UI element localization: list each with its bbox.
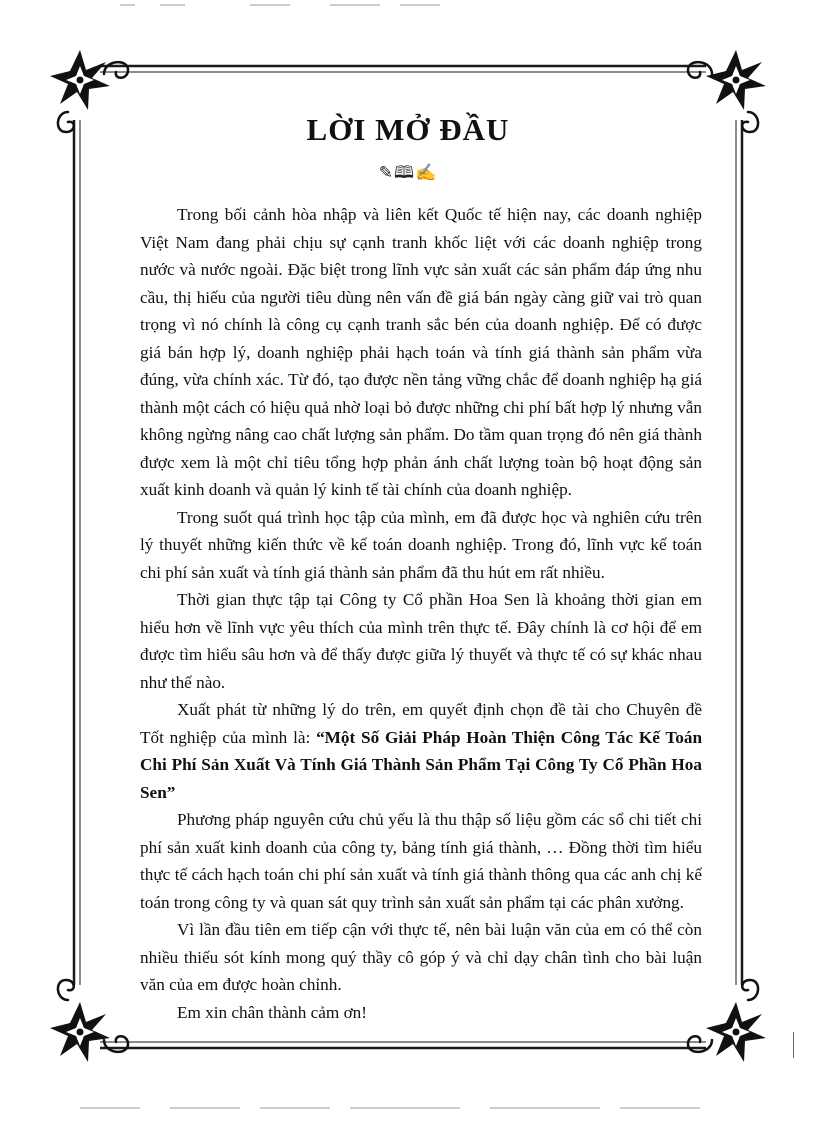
paragraph-thanks: Em xin chân thành cảm ơn! — [177, 1002, 367, 1022]
paragraph-3: Thời gian thực tập tại Công ty Cổ phần Hoa Sen là khoảng thời gian em hiểu hơn về lĩnh vực yêu thích của mình trên thực tế. Đây chính là cơ hội để em được tìm hiểu sâu hơn và để thấy được giữa lý thuyết và thực tế có sự khác nhau như thế nào. — [140, 590, 702, 692]
body-text — [140, 201, 702, 1026]
paragraph-method: Phương pháp nguyên cứu chủ yếu là thu thập số liệu gồm các sổ chi tiết chi phí sản xuất kinh doanh của công ty, bảng tính giá thành, … Đồng thời tìm hiểu thực tế cách hạch toán chi phí sản xuất và tính giá thành thông qua các anh chị kế toán trong công ty và quan sát quy trình sản xuất sản phẩm tại các phân xưởng. — [140, 810, 702, 912]
page-title: LỜI MỞ ĐẦU — [306, 112, 510, 147]
paragraph-topic — [140, 696, 702, 806]
scan-edge-mark — [793, 1032, 794, 1058]
paragraph-1: Trong bối cảnh hòa nhập và liên kết Quốc tế hiện nay, các doanh nghiệp Việt Nam đang phải chịu sự cạnh tranh khốc liệt với các doanh nghiệp trong nước và nước ngoài. Đặc biệt trong lĩnh vực sản xuất các sản phẩm đáp ứng nhu cầu, thị hiếu của người tiêu dùng nên vấn đề giá bán ngày càng giữ vai trò quan trọng vì nó chính là công cụ cạnh tranh sắc bén của doanh nghiệp. Để có được giá bán hợp lý, doanh nghiệp phải hạch toán và tính giá thành sản phẩm vừa đúng, vừa chính xác. Từ đó, tạo được nền tảng vững chắc để doanh nghiệp hạ giá thành một cách có hiệu quả nhờ loại bỏ được những chi phí bất hợp lý nhưng vẫn không ngừng nâng cao chất lượng sản phẩm. Do tầm quan trọng đó nên giá thành được xem là một chỉ tiêu tổng hợp phản ánh chất lượng toàn bộ hoạt động sản xuất kinh doanh và quản lý kinh tế tài chính của doanh nghiệp. — [140, 205, 702, 499]
paragraph-apology: Vì lần đầu tiên em tiếp cận với thực tế, nên bài luận văn của em có thể còn nhiều thiếu sót kính mong quý thầy cô góp ý và chỉ dạy chân tình cho bài luận văn của em được hoàn chỉnh. — [140, 920, 702, 994]
paragraph-2: Trong suốt quá trình học tập của mình, em đã được học và nghiên cứu trên lý thuyết những kiến thức về kế toán doanh nghiệp. Trong đó, lĩnh vực kế toán chi phí sản xuất và tính giá thành sản phẩm đã thu hút em rất nhiều. — [140, 507, 702, 582]
topic-title: “Một Số Giải Pháp Hoàn Thiện Công Tác Kế Toán Chi Phí Sản Xuất Và Tính Giá Thành Sản Phẩm Tại Công Ty Cổ Phần Hoa Sen” — [140, 727, 702, 802]
topic-lead: Xuất phát từ những lý do trên, em quyết định chọn đề tài cho Chuyên đề Tốt nghiệp của mình là: — [140, 700, 702, 747]
title-ornament-icon: ✎🕮✍ — [378, 163, 438, 182]
